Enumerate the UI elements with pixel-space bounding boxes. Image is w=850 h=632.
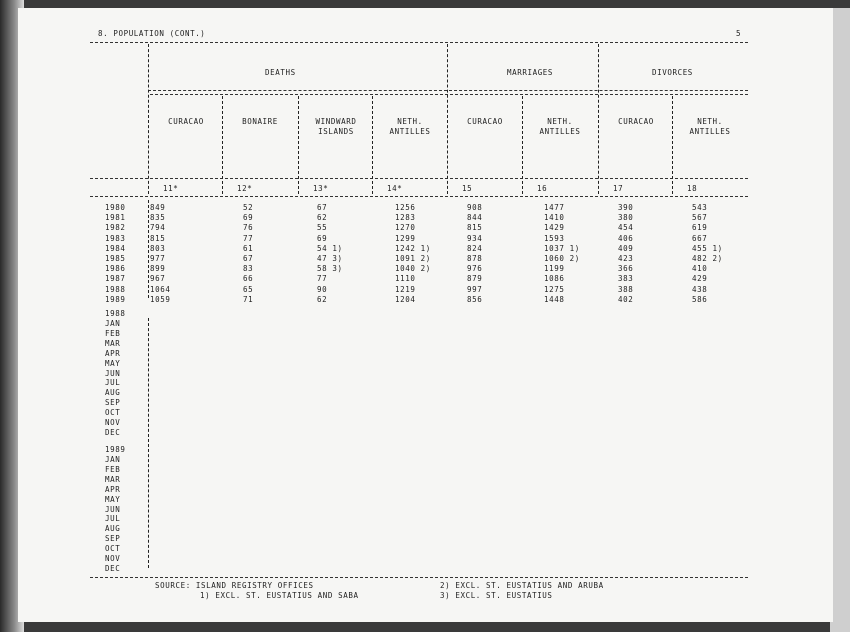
table-cell: 61 bbox=[243, 243, 254, 253]
table-cell: 76 bbox=[243, 223, 254, 233]
table-cell: 1060 2) bbox=[544, 254, 580, 263]
table-cell: 409 bbox=[618, 243, 634, 253]
table-cell: 54 1) bbox=[317, 243, 343, 253]
month-label: APR bbox=[105, 348, 121, 358]
column-header: CURACAO bbox=[168, 117, 204, 126]
table-cell: 52 bbox=[243, 203, 254, 212]
table-cell: 402 bbox=[618, 294, 634, 304]
dashed-rule bbox=[90, 577, 748, 578]
table-cell: 1410 bbox=[544, 213, 565, 223]
table-cell: 1275 bbox=[544, 284, 565, 294]
table-cell: 1593 bbox=[544, 233, 565, 243]
column-divider bbox=[672, 96, 673, 194]
column-number: 18 bbox=[687, 184, 698, 193]
column-header: ANTILLES bbox=[689, 127, 731, 136]
column-number: 17 bbox=[613, 184, 624, 193]
table-cell: 815 bbox=[467, 223, 483, 233]
table-cell: 879 bbox=[467, 274, 483, 284]
month-label: JAN bbox=[105, 319, 121, 328]
table-cell: 856 bbox=[467, 294, 483, 304]
column-divider bbox=[222, 96, 223, 194]
table-cell: 1040 2) bbox=[395, 264, 431, 274]
table-cell: 90 bbox=[317, 284, 328, 294]
block-year: 1988 bbox=[105, 309, 126, 318]
column-header: BONAIRE bbox=[242, 117, 278, 126]
month-label: JUL bbox=[105, 514, 121, 524]
table-cell: 1204 bbox=[395, 294, 416, 304]
table-cell: 455 1) bbox=[692, 243, 723, 253]
month-label: MAR bbox=[105, 474, 121, 484]
column-header: ISLANDS bbox=[318, 127, 354, 136]
table-cell: 1219 bbox=[395, 284, 416, 294]
table-cell: 567 bbox=[692, 213, 708, 223]
table-cell: 586 bbox=[692, 294, 708, 304]
table-cell: 1059 bbox=[150, 294, 171, 304]
table-cell: 366 bbox=[618, 264, 634, 274]
row-year: 1980 bbox=[105, 203, 126, 212]
group-deaths: DEATHS bbox=[265, 68, 296, 77]
month-label: SEP bbox=[105, 398, 121, 408]
table-cell: 849 bbox=[150, 203, 166, 212]
dashed-rule bbox=[150, 94, 748, 95]
page-title: 8. POPULATION (CONT.) bbox=[98, 29, 206, 38]
table-cell: 543 bbox=[692, 203, 708, 212]
table-cell: 1429 bbox=[544, 223, 565, 233]
column-number: 16 bbox=[537, 184, 548, 193]
row-year: 1989 bbox=[105, 294, 126, 304]
column-divider bbox=[148, 200, 149, 298]
column-header: CURACAO bbox=[618, 117, 654, 126]
month-label: MAR bbox=[105, 338, 121, 348]
month-label: FEB bbox=[105, 328, 121, 338]
table-cell: 667 bbox=[692, 233, 708, 243]
group-divorces: DIVORCES bbox=[652, 68, 693, 77]
column-divider bbox=[148, 318, 149, 568]
table-cell: 1199 bbox=[544, 264, 565, 274]
row-year: 1983 bbox=[105, 233, 126, 243]
month-label: OCT bbox=[105, 544, 121, 554]
table-cell: 1110 bbox=[395, 274, 416, 284]
table-cell: 67 bbox=[243, 254, 254, 263]
table-cell: 976 bbox=[467, 264, 483, 274]
table-cell: 934 bbox=[467, 233, 483, 243]
group-marriages: MARRIAGES bbox=[507, 68, 554, 77]
table-cell: 878 bbox=[467, 254, 483, 263]
table-cell: 77 bbox=[317, 274, 328, 284]
scan-right-edge bbox=[830, 8, 850, 632]
table-cell: 66 bbox=[243, 274, 254, 284]
column-header: WINDWARD bbox=[315, 117, 357, 126]
table-cell: 71 bbox=[243, 294, 254, 304]
table-cell: 406 bbox=[618, 233, 634, 243]
dashed-rule bbox=[90, 42, 748, 43]
column-divider bbox=[522, 96, 523, 194]
table-cell: 482 2) bbox=[692, 254, 723, 263]
row-year: 1982 bbox=[105, 223, 126, 233]
table-cell: 383 bbox=[618, 274, 634, 284]
table-cell: 438 bbox=[692, 284, 708, 294]
month-label: NOV bbox=[105, 418, 121, 427]
table-cell: 1242 1) bbox=[395, 243, 431, 253]
table-cell: 390 bbox=[618, 203, 634, 212]
row-year: 1985 bbox=[105, 254, 126, 263]
table-cell: 1091 2) bbox=[395, 254, 431, 263]
table-cell: 47 3) bbox=[317, 254, 343, 263]
dashed-rule bbox=[90, 178, 748, 179]
table-cell: 899 bbox=[150, 264, 166, 274]
month-label: AUG bbox=[105, 524, 121, 534]
column-header: NETH. bbox=[547, 117, 573, 126]
column-divider bbox=[298, 96, 299, 194]
table-cell: 1299 bbox=[395, 233, 416, 243]
table-cell: 65 bbox=[243, 284, 254, 294]
table-cell: 69 bbox=[317, 233, 328, 243]
row-year: 1984 bbox=[105, 243, 126, 253]
table-cell: 454 bbox=[618, 223, 634, 233]
column-header: CURACAO bbox=[467, 117, 503, 126]
table-cell: 423 bbox=[618, 254, 634, 263]
column-number: 11* bbox=[163, 184, 179, 193]
table-cell: 380 bbox=[618, 213, 634, 223]
month-label: APR bbox=[105, 484, 121, 494]
table-cell: 1448 bbox=[544, 294, 565, 304]
table-cell: 1477 bbox=[544, 203, 565, 212]
footnote-1: 1) EXCL. ST. EUSTATIUS AND SABA bbox=[200, 591, 359, 600]
month-label: AUG bbox=[105, 388, 121, 398]
month-label: FEB bbox=[105, 464, 121, 474]
month-label: DEC bbox=[105, 427, 121, 437]
column-divider bbox=[372, 96, 373, 194]
source-note: SOURCE: ISLAND REGISTRY OFFICES bbox=[155, 581, 314, 590]
table-cell: 997 bbox=[467, 284, 483, 294]
month-label: SEP bbox=[105, 534, 121, 544]
dashed-rule bbox=[148, 90, 748, 91]
table-cell: 967 bbox=[150, 274, 166, 284]
table-cell: 1064 bbox=[150, 284, 171, 294]
column-number: 14* bbox=[387, 184, 403, 193]
table-cell: 977 bbox=[150, 254, 166, 263]
block-year: 1989 bbox=[105, 445, 126, 454]
month-label: MAY bbox=[105, 494, 121, 504]
table-cell: 1283 bbox=[395, 213, 416, 223]
table-cell: 1256 bbox=[395, 203, 416, 212]
column-number: 13* bbox=[313, 184, 329, 193]
table-cell: 410 bbox=[692, 264, 708, 274]
table-cell: 69 bbox=[243, 213, 254, 223]
dashed-rule bbox=[90, 196, 748, 197]
month-label: DEC bbox=[105, 563, 121, 573]
month-label: JUN bbox=[105, 504, 121, 514]
table-cell: 55 bbox=[317, 223, 328, 233]
table-cell: 1270 bbox=[395, 223, 416, 233]
row-year: 1988 bbox=[105, 284, 126, 294]
column-number: 12* bbox=[237, 184, 253, 193]
table-cell: 83 bbox=[243, 264, 254, 274]
column-header: ANTILLES bbox=[539, 127, 581, 136]
page-number: 5 bbox=[736, 29, 742, 38]
column-header: ANTILLES bbox=[389, 127, 431, 136]
footnote-3: 3) EXCL. ST. EUSTATIUS bbox=[440, 591, 553, 600]
month-label: JUL bbox=[105, 378, 121, 388]
table-cell: 824 bbox=[467, 243, 483, 253]
table-cell: 619 bbox=[692, 223, 708, 233]
table-cell: 908 bbox=[467, 203, 483, 212]
month-label: OCT bbox=[105, 408, 121, 418]
table-cell: 1086 bbox=[544, 274, 565, 284]
document-page bbox=[18, 8, 833, 622]
row-year: 1981 bbox=[105, 213, 126, 223]
table-cell: 388 bbox=[618, 284, 634, 294]
table-cell: 58 3) bbox=[317, 264, 343, 274]
month-label: JAN bbox=[105, 455, 121, 464]
table-cell: 844 bbox=[467, 213, 483, 223]
column-header: NETH. bbox=[697, 117, 723, 126]
table-cell: 62 bbox=[317, 294, 328, 304]
table-cell: 835 bbox=[150, 213, 166, 223]
table-cell: 62 bbox=[317, 213, 328, 223]
table-cell: 803 bbox=[150, 243, 166, 253]
table-cell: 1037 1) bbox=[544, 243, 580, 253]
column-number: 15 bbox=[462, 184, 473, 193]
table-cell: 77 bbox=[243, 233, 254, 243]
table-cell: 429 bbox=[692, 274, 708, 284]
column-header: NETH. bbox=[397, 117, 423, 126]
table-cell: 67 bbox=[317, 203, 328, 212]
month-label: JUN bbox=[105, 368, 121, 378]
table-cell: 815 bbox=[150, 233, 166, 243]
month-label: NOV bbox=[105, 554, 121, 563]
table-cell: 794 bbox=[150, 223, 166, 233]
footnote-2: 2) EXCL. ST. EUSTATIUS AND ARUBA bbox=[440, 581, 604, 590]
row-year: 1987 bbox=[105, 274, 126, 284]
row-year: 1986 bbox=[105, 264, 126, 274]
month-label: MAY bbox=[105, 358, 121, 368]
